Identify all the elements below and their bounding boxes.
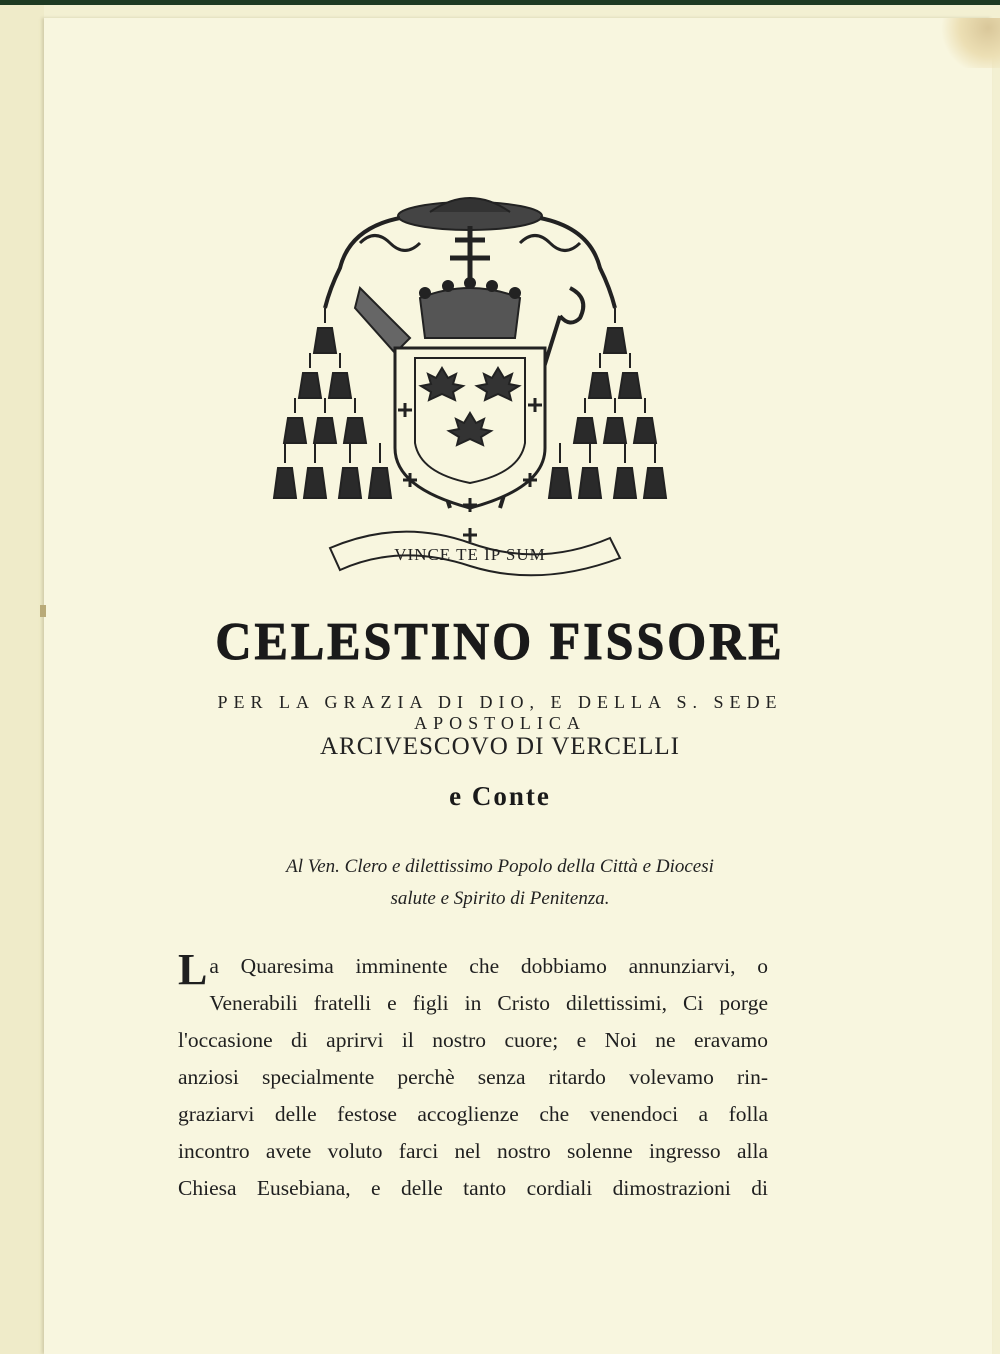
corner-stain bbox=[940, 18, 1000, 68]
body-line: graziarvi delle festose accoglienze che venendoci a folla bbox=[178, 1102, 768, 1126]
top-edge-bar bbox=[0, 0, 1000, 5]
fold-mark bbox=[40, 605, 46, 617]
coat-of-arms-icon bbox=[270, 188, 680, 598]
bishop-name bbox=[150, 611, 850, 672]
conte-title: e Conte bbox=[449, 781, 551, 811]
body-line: a Quaresima imminente che dobbiamo annunziarvi, o bbox=[209, 954, 768, 978]
body-line: Chiesa Eusebiana, e delle tanto cordiali dimostrazioni di bbox=[178, 1176, 768, 1200]
subtitle: PER LA GRAZIA DI DIO, E DELLA S. SEDE APOSTOLICA bbox=[217, 692, 783, 733]
left-page-edge bbox=[0, 5, 44, 1354]
archbishop-title: ARCIVESCOVO DI VERCELLI bbox=[319, 733, 681, 760]
body-line: Venerabili fratelli e figli in Cristo dilettissimi, Ci porge bbox=[209, 991, 768, 1015]
body-line: anziosi specialmente perchè senza ritardo volevamo rin- bbox=[178, 1065, 768, 1089]
dedication-line-2: salute e Spirito di Penitenza. bbox=[390, 888, 610, 909]
body-paragraph bbox=[178, 945, 768, 1207]
body-line: l'occasione di aprirvi il nostro cuore; e Noi ne eravamo bbox=[178, 1028, 768, 1052]
drop-cap: L bbox=[178, 945, 208, 994]
dedication-line-1: Al Ven. Clero e dilettissimo Popolo della Città e Diocesi bbox=[286, 856, 714, 877]
dedication bbox=[150, 851, 850, 915]
body-line: incontro avete voluto farci nel nostro solenne ingresso alla bbox=[178, 1139, 768, 1163]
coat-of-arms-motto: VINCE TE IP SUM bbox=[394, 545, 546, 564]
bishop-name-text: CELESTINO FISSORE bbox=[215, 611, 785, 671]
